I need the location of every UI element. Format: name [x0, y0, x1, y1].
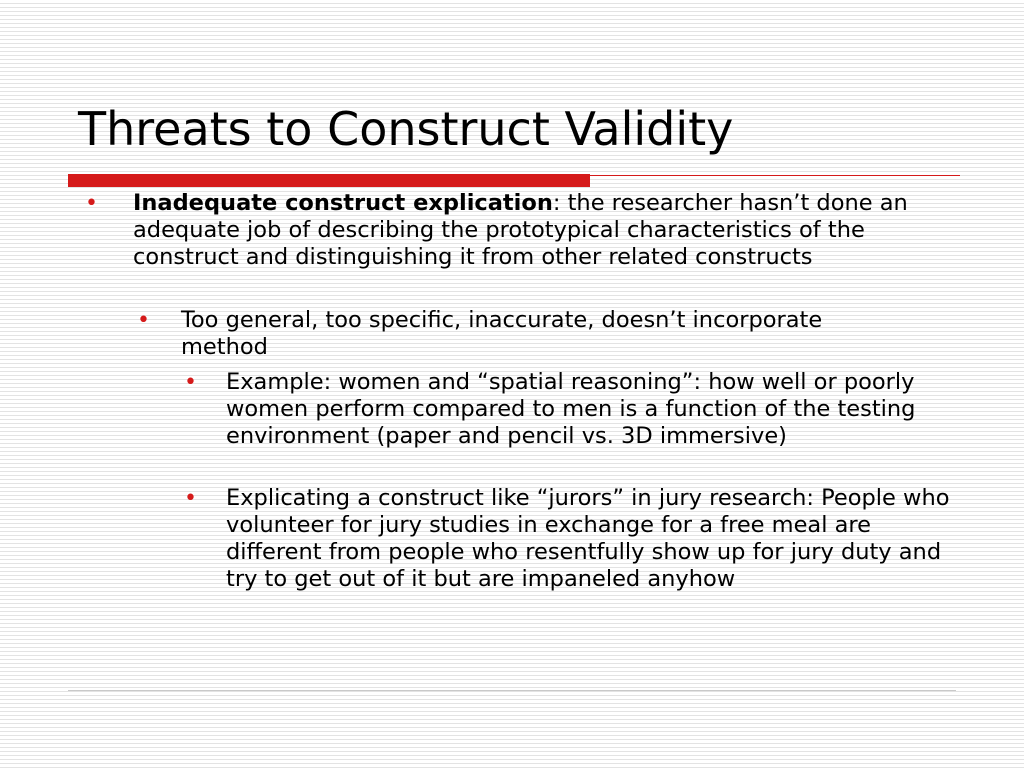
bullet-text: Example: women and “spatial reasoning”: how well or poorly women perform compared to men is a function of the testing environment (paper and pencil vs. 3D immersive) [226, 369, 916, 449]
bullet-dot-icon: • [184, 486, 197, 511]
bullet-text: Explicating a construct like “jurors” in jury research: People who volunteer for jury studies in exchange for a free meal are different from people who resentfully show up for jury duty and try to get out of it but are impaneled anyhow [226, 485, 950, 592]
bullet-dot-icon: • [85, 191, 98, 216]
bullet-dot-icon: • [137, 308, 150, 333]
bullet-level-1 [85, 190, 923, 271]
footer-rule [68, 690, 956, 691]
bullet-level-2 [137, 307, 901, 361]
bullet-level-3 [184, 485, 966, 593]
slide-title: Threats to Construct Validity [78, 102, 734, 156]
bullet-text: Too general, too specific, inaccurate, doesn’t incorporate method [181, 307, 823, 360]
title-underline-rule [68, 175, 960, 176]
bullet-dot-icon: • [184, 370, 197, 395]
bullet-text: : the researcher hasn’t done an adequate job of describing the prototypical characteristics of the construct and distinguishing it from other related constructs [133, 190, 908, 270]
bullet-bold-term: Inadequate construct explication [133, 190, 553, 216]
bullet-level-3 [184, 369, 966, 450]
